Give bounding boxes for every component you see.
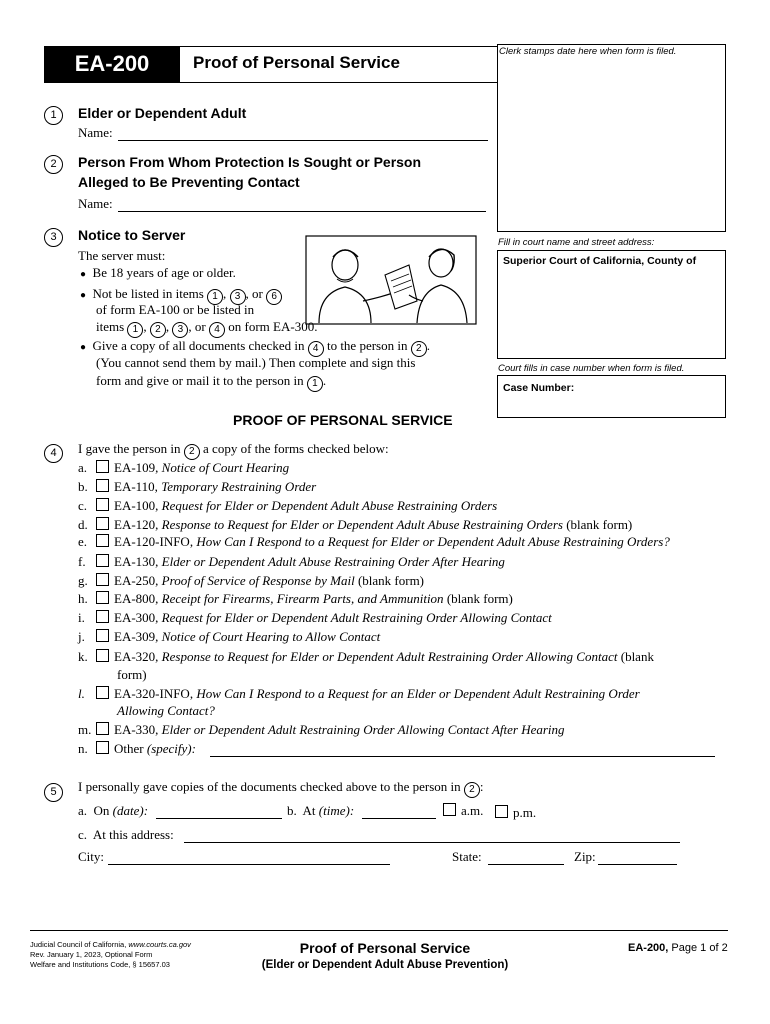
checkbox[interactable]: [96, 591, 109, 604]
item-code: EA-120-INFO,: [114, 534, 194, 549]
proof-heading: PROOF OF PERSONAL SERVICE: [233, 412, 453, 428]
footer-revision: Rev. January 1, 2023, Optional Form: [30, 950, 153, 959]
form-checklist-item: [78, 629, 380, 645]
checkbox[interactable]: [96, 573, 109, 586]
zip-field[interactable]: [598, 864, 677, 865]
section-2-title-line2: Alleged to Be Preventing Contact: [78, 174, 300, 190]
bullet-2-items: items: [96, 319, 125, 334]
item-code: EA-130,: [114, 554, 159, 569]
item-suffix: (blank form): [446, 591, 513, 606]
bullet-2-end: on form EA-300.: [228, 319, 318, 334]
section-4-intro: [78, 441, 389, 460]
item-ref-circle: 6: [266, 289, 282, 305]
form-checklist-item: [78, 722, 565, 738]
checkbox[interactable]: [96, 629, 109, 642]
item-ref-circle: 1: [207, 289, 223, 305]
item-suffix: (blank: [620, 649, 654, 664]
section-2-title-line1: Person From Whom Protection Is Sought or Person: [78, 154, 422, 170]
section-1-number: 1: [44, 106, 63, 125]
item-letter: m.: [78, 722, 92, 737]
section-3-bullet-3-line3: form and give or mail it to the person in 1 .: [96, 373, 326, 392]
court-name-box[interactable]: [497, 250, 726, 359]
item-name: Response to Request for Elder or Dependent Adult Abuse Restraining Orders: [161, 517, 563, 532]
item-letter: l.: [78, 686, 85, 701]
item-suffix: (blank form): [357, 573, 425, 588]
row-b-label: b.: [287, 803, 297, 818]
item-ref-circle: 2: [464, 782, 480, 798]
on-label: On: [93, 803, 110, 818]
item-name: How Can I Respond to a Request for Elder or Dependent Adult Abuse Restraining Orders?: [196, 534, 670, 549]
zip-label: Zip:: [574, 849, 596, 864]
item-letter: e.: [78, 534, 88, 549]
section-2-number: 2: [44, 155, 63, 174]
item-ref-circle: 3: [230, 289, 246, 305]
checkbox[interactable]: [96, 722, 109, 735]
am-option[interactable]: [443, 803, 483, 819]
footer-right: [628, 942, 728, 954]
checkbox[interactable]: [96, 479, 109, 492]
other-specify-field[interactable]: [210, 756, 715, 757]
section-2-name-field[interactable]: [118, 211, 486, 212]
item-name: Elder or Dependent Adult Restraining Order Allowing Contact After Hearing: [161, 722, 565, 737]
section-3-number: 3: [44, 228, 63, 247]
bullet-3-text-b: to the person in: [326, 338, 408, 353]
item-letter: c.: [78, 498, 88, 513]
footer-publisher: Judicial Council of California,: [30, 940, 127, 949]
item-letter: h.: [78, 591, 88, 606]
section-1-name-field[interactable]: [118, 140, 488, 141]
section-3-bullet-2: ● Not be listed in items 1 , 3 , or 6: [80, 286, 282, 305]
form-checklist-item: [78, 573, 424, 589]
section-4-intro-b: a copy of the forms checked below:: [203, 441, 389, 456]
section-5-number: 5: [44, 783, 63, 802]
checkbox[interactable]: [96, 517, 109, 530]
item-ref-circle: 4: [209, 322, 225, 338]
row-a-label: a.: [78, 803, 88, 818]
bullet-1-text: Be 18 years of age or older.: [92, 265, 236, 280]
pm-checkbox[interactable]: [495, 805, 508, 818]
item-name: How Can I Respond to a Request for an Elder or Dependent Adult Restraining Order: [196, 686, 640, 701]
form-checklist-item: [78, 554, 505, 570]
item-letter: k.: [78, 649, 88, 664]
form-checklist-item: [78, 479, 316, 495]
form-checklist-item: [78, 591, 513, 607]
footer-center: [248, 940, 522, 971]
item-suffix: (blank form): [566, 517, 633, 532]
page-title: Proof of Personal Service: [193, 53, 400, 72]
bullet-2-text: Not be listed in items: [92, 286, 204, 301]
address-field[interactable]: [184, 842, 680, 843]
item-l-continued: Allowing Contact?: [117, 703, 215, 718]
item-k-continued: form): [117, 667, 147, 682]
footer-link[interactable]: www.courts.ca.gov: [128, 940, 191, 949]
form-checklist-item: [78, 686, 640, 702]
form-number-badge: [44, 46, 180, 82]
item-name: (specify):: [146, 741, 196, 756]
date-label: (date):: [112, 803, 149, 818]
section-3-bullet-2-line2: of form EA-100 or be listed in: [96, 302, 255, 317]
server-handing-papers-icon: [305, 235, 477, 325]
form-checklist-item: [78, 517, 632, 533]
bullet-3-text: Give a copy of all documents checked in: [92, 338, 305, 353]
item-ref-circle: 1: [307, 376, 323, 392]
form-checklist-item: [78, 460, 289, 476]
pm-option[interactable]: [495, 805, 536, 821]
footer-title: Proof of Personal Service: [299, 940, 471, 956]
form-checklist-item: [78, 534, 670, 550]
item-code: EA-320,: [114, 649, 159, 664]
checkbox[interactable]: [96, 610, 109, 623]
bullet-2-or2: , or: [188, 319, 206, 334]
am-checkbox[interactable]: [443, 803, 456, 816]
server-illustration: [305, 235, 477, 325]
item-name: Response to Request for Elder or Dependent Adult Restraining Order Allowing Contact: [161, 649, 618, 664]
item-letter: d.: [78, 517, 88, 532]
footer-code: Welfare and Institutions Code, § 15657.03: [30, 960, 170, 969]
checkbox[interactable]: [96, 460, 109, 473]
checkbox[interactable]: [96, 498, 109, 511]
item-code: EA-120,: [114, 517, 159, 532]
item-code: EA-250,: [114, 573, 159, 588]
state-field[interactable]: [488, 864, 564, 865]
at-label: At: [302, 803, 316, 818]
section-5-intro-b: :: [479, 779, 484, 794]
checkbox[interactable]: [96, 534, 109, 547]
address-row: [78, 827, 174, 843]
footer-left: [30, 940, 191, 970]
bullet-2-or: , or: [245, 286, 263, 301]
checkbox[interactable]: [96, 686, 109, 699]
item-letter: n.: [78, 741, 88, 756]
section-5-intro: [78, 779, 484, 798]
footer-form-number: EA-200,: [628, 942, 669, 954]
item-letter: j.: [78, 629, 85, 644]
pm-label: p.m.: [513, 805, 537, 820]
item-ref-circle: 1: [127, 322, 143, 338]
item-code: EA-320-INFO,: [114, 686, 194, 701]
clerk-stamp-box: [497, 44, 726, 232]
item-name: Temporary Restraining Order: [161, 479, 317, 494]
section-3-title: Notice to Server: [78, 227, 186, 243]
item-code: EA-110,: [114, 479, 158, 494]
item-ref-circle: 2: [411, 341, 427, 357]
section-3-bullet-1: ● Be 18 years of age or older.: [80, 265, 236, 280]
time-label: (time):: [318, 803, 355, 818]
item-letter: a.: [78, 460, 88, 475]
footer-page: Page 1 of 2: [671, 942, 728, 954]
section-3-bullet-2-line3: items 1 , 2 , 3 , or 4 on form EA-300.: [96, 319, 317, 338]
am-label: a.m.: [461, 803, 484, 818]
section-2-name-label: Name:: [78, 196, 113, 211]
item-letter: i.: [78, 610, 85, 625]
checkbox[interactable]: [96, 649, 109, 662]
section-4-number: 4: [44, 444, 63, 463]
section-1-name-label: Name:: [78, 125, 113, 140]
form-number: EA-200: [74, 51, 150, 76]
section-4-intro-a: I gave the person in: [78, 441, 181, 456]
item-name: Notice of Court Hearing: [161, 460, 290, 475]
checkbox[interactable]: [96, 554, 109, 567]
form-checklist-item: [78, 610, 552, 626]
case-number-note: Court fills in case number when form is filed.: [498, 363, 685, 374]
item-ref-circle: 2: [184, 444, 200, 460]
item-letter: g.: [78, 573, 88, 588]
footer-subtitle: (Elder or Dependent Adult Abuse Prevention): [261, 959, 509, 971]
section-5-intro-a: I personally gave copies of the documents checked above to the person in: [78, 779, 461, 794]
city-field[interactable]: [108, 864, 390, 865]
case-number-label: Case Number:: [503, 382, 575, 394]
city-label: City:: [78, 849, 105, 864]
item-name: Notice of Court Hearing to Allow Contact: [161, 629, 381, 644]
section-3-bullet-3-line2: (You cannot send them by mail.) Then complete and sign this: [96, 355, 416, 370]
item-code: EA-309,: [114, 629, 159, 644]
service-time-row: [287, 803, 354, 819]
court-name-note: Fill in court name and street address:: [498, 237, 655, 248]
item-code: EA-300,: [114, 610, 159, 625]
bullet-3-line3-text: form and give or mail it to the person in: [96, 373, 304, 388]
checkbox[interactable]: [96, 741, 109, 754]
state-label: State:: [452, 849, 482, 864]
service-date-field[interactable]: [156, 818, 282, 819]
section-3-bullet-3: ● Give a copy of all documents checked in 4 to the person in 2 .: [80, 338, 430, 357]
service-time-field[interactable]: [362, 818, 436, 819]
item-code: EA-330,: [114, 722, 159, 737]
item-letter: f.: [78, 554, 86, 569]
section-1-title: Elder or Dependent Adult: [78, 105, 247, 121]
item-code: EA-109,: [114, 460, 159, 475]
item-name: Request for Elder or Dependent Adult Abuse Restraining Orders: [161, 498, 498, 513]
form-checklist-item: [78, 741, 196, 757]
item-ref-circle: 2: [150, 322, 166, 338]
case-number-box[interactable]: [497, 375, 726, 418]
item-ref-circle: 4: [308, 341, 324, 357]
title-rule-top: [44, 46, 498, 47]
item-letter: b.: [78, 479, 88, 494]
section-3-intro: The server must:: [78, 248, 166, 263]
item-name: Elder or Dependent Adult Abuse Restraining Order After Hearing: [161, 554, 505, 569]
form-checklist-item: [78, 498, 497, 514]
title-rule-bottom: [44, 82, 498, 83]
service-date-row: [78, 803, 148, 819]
clerk-stamp-note: Clerk stamps date here when form is filed.: [499, 46, 677, 57]
court-name-value: Superior Court of California, County of: [503, 255, 697, 267]
form-checklist-item: [78, 649, 654, 665]
footer-rule: [30, 930, 728, 931]
item-name: Request for Elder or Dependent Adult Restraining Order Allowing Contact: [161, 610, 552, 625]
item-ref-circle: 3: [172, 322, 188, 338]
item-name: Receipt for Firearms, Firearm Parts, and Ammunition: [161, 591, 444, 606]
item-name: Proof of Service of Response by Mail: [161, 573, 355, 588]
item-code: EA-800,: [114, 591, 159, 606]
address-label: At this address:: [92, 827, 174, 842]
item-code: Other: [114, 741, 144, 756]
item-code: EA-100,: [114, 498, 159, 513]
row-c-label: c.: [78, 827, 88, 842]
